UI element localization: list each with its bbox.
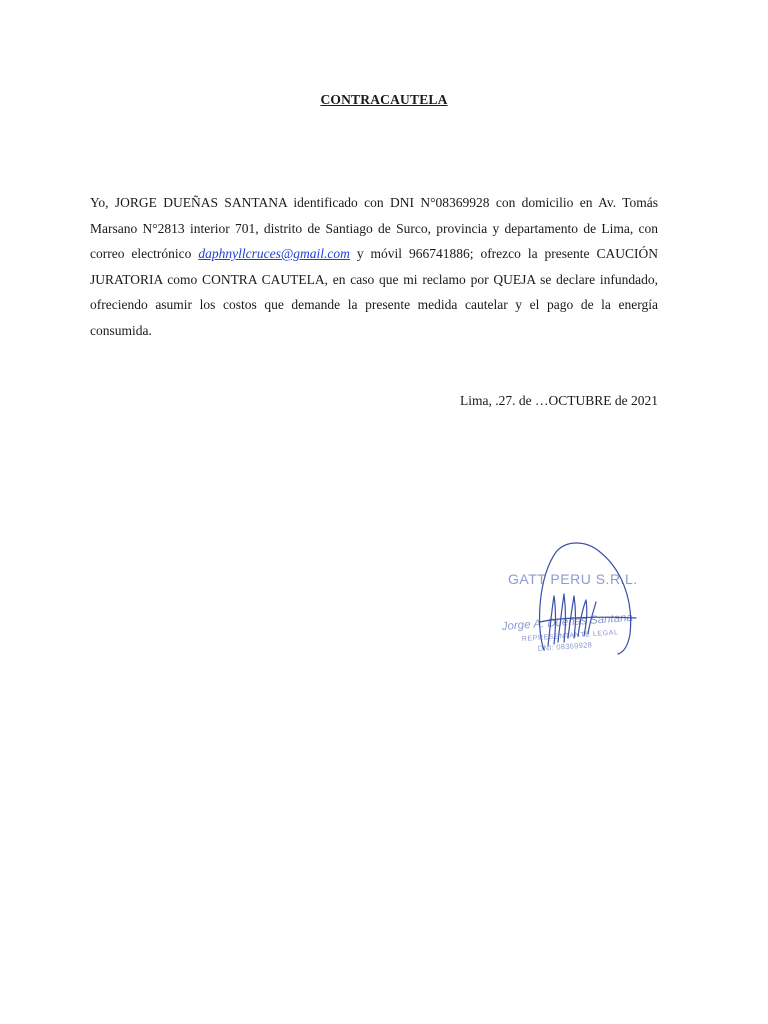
- stamp-role: REPRESENTANTE LEGAL: [521, 629, 619, 643]
- signature-stamp: [496, 538, 656, 660]
- stamp-dni: DNI: 08369928: [537, 640, 593, 653]
- stamp-company: GATT PERU S.R.L.: [508, 571, 638, 587]
- body-paragraph: [90, 190, 658, 344]
- date-line: Lima, .27. de …OCTUBRE de 2021: [460, 393, 658, 408]
- paragraph-text-end: y móvil 966741886; ofrezco la presente CAUCIÓN JURATORIA como CONTRA CAUTELA, en caso que mi reclamo por QUEJA se declare infundado, ofreciendo asumir los costos que demande la presente medida cautelar y el pago de la energía consumida.: [90, 246, 658, 338]
- document-title: CONTRACAUTELA: [320, 92, 448, 107]
- email-link[interactable]: daphnyllcruces@gmail.com: [198, 246, 350, 262]
- paragraph-text-start: Yo, JORGE DUEÑAS SANTANA identificado con DNI N°08369928 con domicilio en Av. Tomás Marsano N°2813 interior 701, distrito de Santiago de Surco, provincia y departamento de Lima, con correo electrónico: [90, 195, 658, 262]
- stamp-name: Jorge A. Dueñas Santana: [501, 611, 634, 633]
